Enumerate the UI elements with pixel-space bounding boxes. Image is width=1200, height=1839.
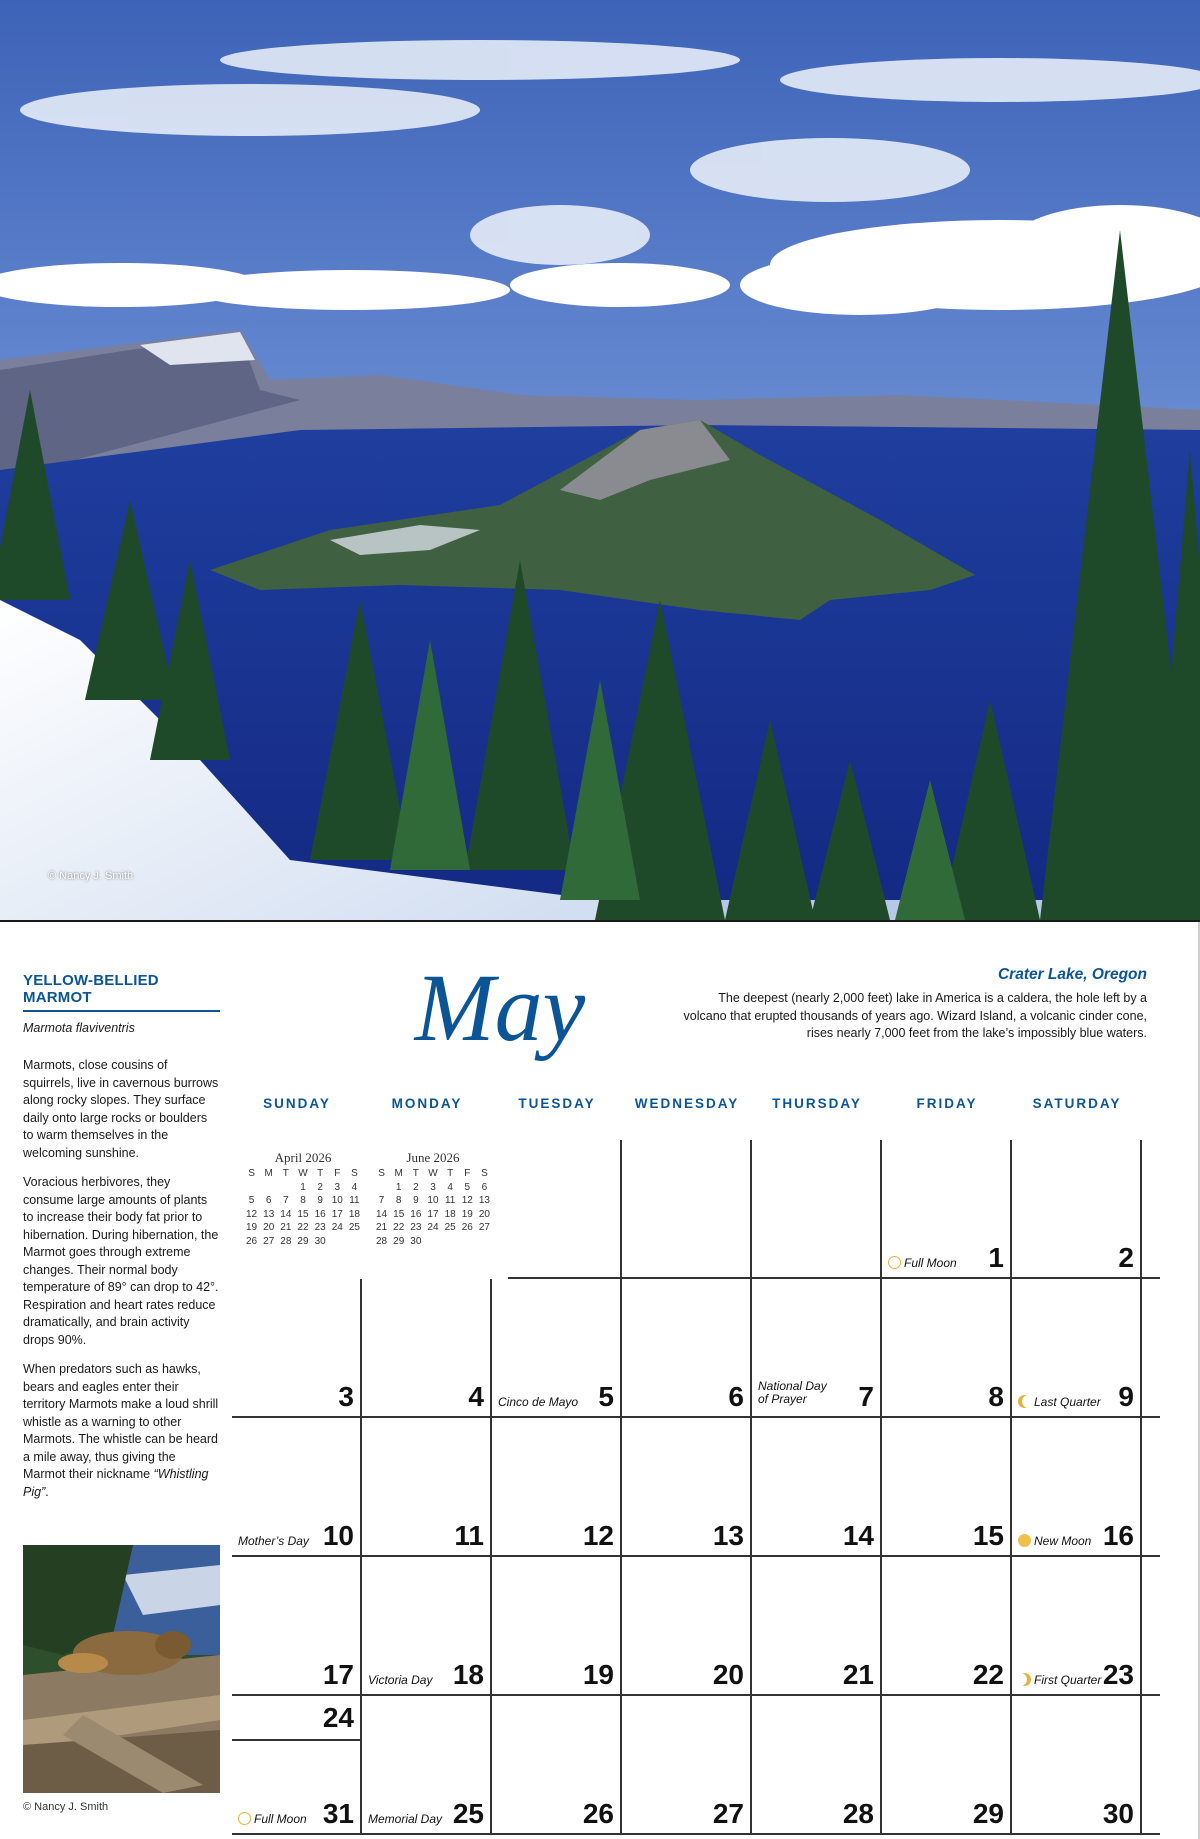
mini-calendar-cell: W — [428, 1168, 438, 1179]
mini-calendar-grid — [373, 1168, 493, 1248]
mini-calendar-cell: 8 — [300, 1195, 306, 1206]
weekday-tuesday: TUESDAY — [518, 1096, 596, 1111]
event-text: Mother’s Day — [238, 1534, 309, 1548]
event-text: Last Quarter — [1034, 1395, 1101, 1409]
day-number: 11 — [454, 1520, 484, 1551]
day-cell-28 — [752, 1696, 880, 1833]
day-cell-7 — [752, 1279, 880, 1416]
weekday-monday: MONDAY — [391, 1096, 463, 1111]
weekday-sunday: SUNDAY — [263, 1096, 331, 1111]
day-cell-17 — [232, 1557, 360, 1694]
mini-calendar-cell: 18 — [348, 1208, 360, 1220]
mini-calendar-cell: 2 — [317, 1181, 323, 1193]
day-cell-4 — [362, 1279, 490, 1416]
hero-photo-credit: © Nancy J. Smith — [48, 870, 134, 882]
day-cell-30 — [1012, 1696, 1140, 1833]
marmot-photo — [23, 1545, 220, 1793]
mini-calendar-cell — [277, 1182, 294, 1195]
day-number: 5 — [598, 1381, 614, 1412]
day-number: 27 — [712, 1798, 744, 1829]
holiday-label — [238, 1535, 309, 1548]
mini-calendar-cell: 22 — [393, 1222, 405, 1233]
grid-divider — [1140, 1696, 1142, 1833]
mini-calendar-cell: 23 — [410, 1222, 422, 1233]
day-number: 3 — [338, 1381, 354, 1412]
sidebar-paragraph: Voracious herbivores, they consume large amounts of plants to increase their body fat prior to hibernation. During hibernation, the Marmot goes through extreme changes. Their normal body temperature of 89° can drop to 42°. Respiration and heart rates reduce dramatically, and brain activity drops 90%. — [23, 1175, 219, 1347]
event-text: Victoria Day — [368, 1673, 433, 1687]
day-cell-3 — [232, 1279, 360, 1416]
mini-calendar-cell: 19 — [246, 1222, 258, 1233]
day-cell-11 — [362, 1418, 490, 1555]
event-text: Full Moon — [904, 1256, 957, 1270]
day-number: 17 — [322, 1659, 354, 1690]
mini-calendar-cell: T — [412, 1168, 419, 1179]
day-cell-21 — [752, 1557, 880, 1694]
mini-calendar-cell — [260, 1182, 277, 1195]
day-cell-10 — [232, 1418, 360, 1555]
day-number: 13 — [712, 1520, 744, 1551]
marmot-photo-credit: © Nancy J. Smith — [23, 1801, 109, 1813]
day-cell-31 — [232, 1739, 360, 1833]
day-cell-25 — [362, 1696, 490, 1833]
mini-calendar-title: April 2026 — [274, 1150, 332, 1165]
mini-calendar-cell: 1 — [300, 1181, 306, 1193]
grid-divider — [1140, 1418, 1142, 1555]
moon-phase-label — [238, 1812, 307, 1826]
day-cell-9 — [1012, 1279, 1140, 1416]
mini-calendar-cell: 11 — [444, 1195, 456, 1206]
day-number: 2 — [1118, 1242, 1134, 1273]
mini-calendar-cell — [329, 1236, 346, 1249]
mini-calendar-cell: 7 — [283, 1195, 289, 1206]
day-number: 31 — [322, 1798, 354, 1829]
scientific-name: Marmota flaviventris — [23, 1021, 135, 1035]
event-text: National Day of Prayer — [758, 1379, 827, 1406]
sidebar-title: YELLOW-BELLIED MARMOT — [23, 972, 220, 1012]
mini-calendar-cell — [243, 1182, 260, 1195]
moon-full-icon — [238, 1812, 251, 1825]
day-cell-1 — [882, 1140, 1010, 1277]
grid-divider — [620, 1140, 622, 1277]
mini-calendar-cell: 4 — [351, 1181, 358, 1193]
day-number: 1 — [988, 1242, 1004, 1273]
day-number: 4 — [468, 1381, 484, 1412]
weekday-thursday: THURSDAY — [772, 1096, 862, 1111]
mini-calendar-cell: F — [464, 1168, 471, 1179]
mini-calendar-cell: 27 — [263, 1235, 275, 1247]
mini-calendar-cell: M — [394, 1168, 403, 1179]
day-cell-19 — [492, 1557, 620, 1694]
day-cell-16 — [1012, 1418, 1140, 1555]
mini-calendar-cell: 10 — [331, 1195, 343, 1206]
mini-calendar-cell: W — [298, 1168, 308, 1179]
mini-calendar-cell: 5 — [248, 1195, 255, 1206]
day-cell-20 — [622, 1557, 750, 1694]
marmot-image — [23, 1545, 220, 1793]
day-cell-6 — [622, 1279, 750, 1416]
event-text: Cinco de Mayo — [498, 1395, 579, 1409]
mini-calendar-cell — [442, 1236, 459, 1249]
mini-calendar-cell: 21 — [280, 1222, 292, 1233]
photo-divider — [0, 920, 1200, 922]
mini-calendar-cell: 29 — [393, 1235, 405, 1247]
mini-calendar-cell: 28 — [280, 1235, 292, 1247]
nickname-suffix: . — [45, 1484, 49, 1499]
day-number: 22 — [972, 1659, 1004, 1690]
day-number: 12 — [582, 1520, 614, 1551]
mini-calendar-cell: 18 — [444, 1208, 456, 1220]
day-number: 10 — [322, 1520, 354, 1551]
mini-calendar-cell — [373, 1182, 390, 1195]
mini-calendar-cell: S — [248, 1168, 255, 1179]
day-number: 25 — [452, 1798, 484, 1829]
grid-divider — [1140, 1140, 1142, 1277]
day-number: 21 — [842, 1659, 874, 1690]
mini-calendar-cell: 9 — [317, 1195, 323, 1206]
mini-calendar-cell — [476, 1236, 493, 1249]
mini-calendar-cell: 26 — [246, 1235, 258, 1247]
mini-calendar-cell: 14 — [376, 1208, 388, 1220]
moon-phase-label — [1018, 1395, 1101, 1409]
mini-calendar-cell: 30 — [314, 1235, 326, 1247]
day-cell-18 — [362, 1557, 490, 1694]
event-text: New Moon — [1034, 1534, 1092, 1548]
day-cell-29 — [882, 1696, 1010, 1833]
mini-calendar-cell: 21 — [376, 1222, 388, 1233]
mini-calendar-cell: 29 — [297, 1235, 309, 1247]
holiday-label — [498, 1396, 578, 1409]
sidebar — [23, 972, 220, 1501]
holiday-label — [758, 1380, 827, 1406]
day-cell-15 — [882, 1418, 1010, 1555]
day-number: 23 — [1102, 1659, 1134, 1690]
mini-calendar-cell: S — [378, 1168, 385, 1179]
mini-calendar-cell: 6 — [481, 1181, 488, 1193]
day-number: 14 — [842, 1520, 874, 1551]
mini-calendar-cell: 15 — [297, 1208, 309, 1220]
mini-calendar-grid — [243, 1168, 363, 1248]
mini-calendar-cell — [424, 1236, 441, 1249]
day-number: 20 — [712, 1659, 744, 1690]
mini-calendar-cell: 7 — [378, 1195, 385, 1206]
day-number: 8 — [988, 1381, 1004, 1412]
mini-calendar-cell: 20 — [478, 1208, 490, 1220]
holiday-label — [368, 1813, 442, 1826]
day-number: 9 — [1118, 1381, 1134, 1412]
sidebar-paragraph: Marmots, close cousins of squirrels, live in cavernous burrows along rocky slopes. They surface daily onto large rocks or boulders to warm themselves in the welcoming sunshine. — [23, 1058, 219, 1160]
moon-new-icon — [1018, 1534, 1031, 1547]
mini-calendar-cell: 3 — [430, 1181, 436, 1193]
day-cell-5 — [492, 1279, 620, 1416]
mini-calendar-cell: 25 — [348, 1222, 360, 1233]
weekday-wednesday: WEDNESDAY — [634, 1096, 740, 1111]
moon-crescent-r-icon — [1018, 1673, 1031, 1686]
day-cell-27 — [622, 1696, 750, 1833]
mini-calendar-cell: 6 — [265, 1195, 272, 1206]
event-text: Full Moon — [254, 1812, 307, 1826]
day-cell-26 — [492, 1696, 620, 1833]
mini-calendar — [243, 1150, 363, 1248]
mini-calendar-cell: 1 — [395, 1181, 402, 1193]
marmot-nickname: “Whistling Pig” — [23, 1467, 209, 1499]
mini-calendar-cell: 14 — [280, 1208, 292, 1220]
grid-divider — [750, 1140, 752, 1277]
month-title: May — [414, 954, 586, 1061]
sidebar-paragraph-text: When predators such as hawks, bears and eagles enter their territory Marmots make a loud shrill whistle as a warning to other Marmots. The whistle can be heard a mile away, thus giving the Marmot their nickname — [23, 1362, 219, 1481]
mini-calendar-cell: 24 — [427, 1222, 439, 1233]
caption-title: Crater Lake, Oregon — [997, 966, 1147, 983]
day-number: 29 — [972, 1798, 1004, 1829]
mini-calendar-cell: 12 — [461, 1195, 473, 1206]
moon-phase-label — [1018, 1673, 1101, 1687]
day-cell-24 — [232, 1696, 360, 1737]
mini-calendar-cell: 24 — [331, 1222, 343, 1233]
mini-calendar-cell: 16 — [410, 1208, 422, 1220]
mini-calendar-cell: 22 — [297, 1222, 309, 1233]
weekday-friday: FRIDAY — [916, 1096, 978, 1111]
caption-body: The deepest (nearly 2,000 feet) lake in America is a caldera, the hole left by a volcano that erupted thousands of years ago. Wizard Island, a volcanic cinder cone, rises nearly 7,000 feet from the lake’s impossibly blue waters. — [683, 991, 1147, 1040]
grid-rule — [232, 1833, 1160, 1835]
moon-phase-label — [1018, 1534, 1091, 1548]
mini-calendar-cell: S — [481, 1168, 488, 1179]
day-number: 30 — [1102, 1798, 1134, 1829]
day-cell-14 — [752, 1418, 880, 1555]
mini-calendar-cell: 2 — [413, 1181, 419, 1193]
day-cell-8 — [882, 1279, 1010, 1416]
mini-calendar-cell: 11 — [349, 1195, 360, 1206]
mini-calendar-cell: 5 — [464, 1181, 471, 1193]
day-number: 7 — [858, 1381, 874, 1412]
mini-calendar-cell — [459, 1236, 476, 1249]
mini-calendar-cell: T — [317, 1168, 324, 1179]
mini-calendar-cell: 20 — [263, 1222, 275, 1233]
day-cell-12 — [492, 1418, 620, 1555]
mini-calendar-cell: 23 — [314, 1222, 326, 1233]
mini-calendar-cell: 4 — [447, 1181, 453, 1193]
mini-calendar-cell: 27 — [478, 1222, 490, 1233]
mini-calendar-cell — [346, 1236, 363, 1249]
day-number: 28 — [842, 1798, 874, 1829]
mini-calendar-cell: 13 — [478, 1195, 490, 1206]
mini-calendar-cell: M — [264, 1168, 273, 1179]
day-number: 24 — [322, 1702, 354, 1733]
mini-calendar-cell: 25 — [444, 1222, 456, 1233]
mini-calendar — [373, 1150, 493, 1248]
moon-phase-label — [888, 1256, 957, 1270]
day-number: 18 — [452, 1659, 484, 1690]
sidebar-paragraph-last — [23, 1361, 220, 1501]
mini-calendar-cell: 10 — [427, 1195, 439, 1206]
mini-calendar-cell: 16 — [314, 1208, 326, 1220]
day-cell-13 — [622, 1418, 750, 1555]
mini-calendar-title: June 2026 — [406, 1150, 460, 1165]
mini-calendar-cell: 30 — [410, 1235, 422, 1247]
day-number: 15 — [972, 1520, 1004, 1551]
moon-full-icon — [888, 1256, 901, 1269]
mini-calendar-cell: S — [351, 1168, 358, 1179]
mini-calendar-cell: 26 — [461, 1222, 473, 1233]
mini-calendar-cell: 3 — [334, 1181, 341, 1193]
day-number: 19 — [582, 1659, 614, 1690]
event-text: Memorial Day — [368, 1812, 443, 1826]
mini-calendar-cell: F — [334, 1168, 341, 1179]
mini-calendar-cell: 8 — [395, 1195, 402, 1206]
holiday-label — [368, 1674, 432, 1687]
grid-divider — [1140, 1279, 1142, 1416]
mini-calendar-cell: T — [282, 1168, 289, 1179]
day-number: 16 — [1102, 1520, 1134, 1551]
mini-calendar-cell: 19 — [461, 1208, 473, 1220]
day-number: 26 — [582, 1798, 614, 1829]
mini-calendar-cell: 17 — [427, 1208, 439, 1220]
mini-calendar-cell: T — [447, 1168, 454, 1179]
grid-divider — [1140, 1557, 1142, 1694]
mini-calendar-cell: 13 — [263, 1208, 275, 1220]
mini-calendar-cell: 28 — [376, 1235, 388, 1247]
mini-calendar-cell: 15 — [393, 1208, 405, 1220]
weekday-saturday: SATURDAY — [1032, 1096, 1122, 1111]
photo-caption — [680, 966, 1147, 1043]
mini-calendar-cell: 17 — [331, 1208, 343, 1220]
event-text: First Quarter — [1034, 1673, 1102, 1687]
day-cell-2 — [1012, 1140, 1140, 1277]
moon-crescent-l-icon — [1018, 1395, 1031, 1408]
day-number: 6 — [728, 1381, 744, 1412]
mini-calendar-cell: 9 — [413, 1195, 419, 1206]
day-cell-23 — [1012, 1557, 1140, 1694]
mini-calendar-cell: 12 — [246, 1208, 258, 1220]
day-cell-22 — [882, 1557, 1010, 1694]
